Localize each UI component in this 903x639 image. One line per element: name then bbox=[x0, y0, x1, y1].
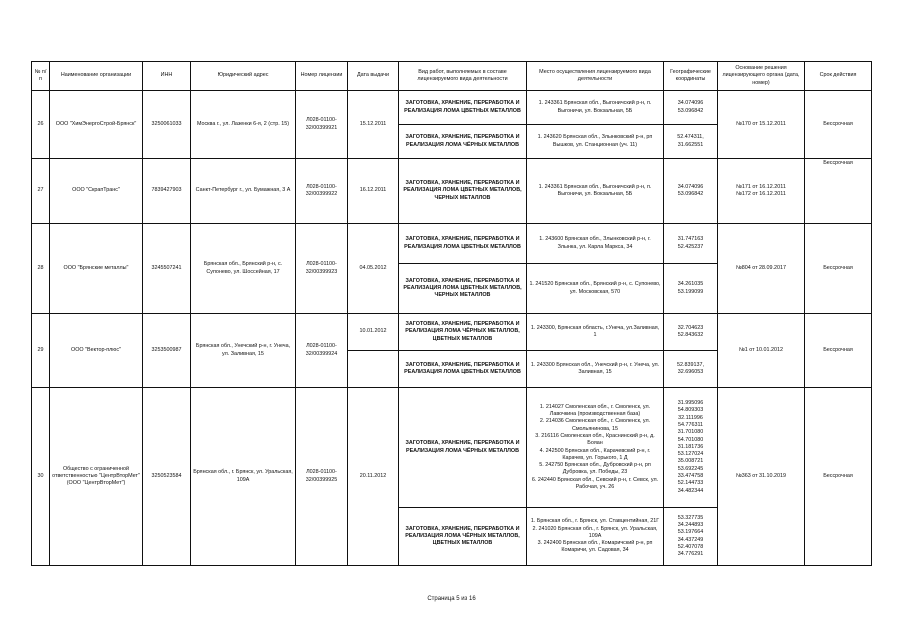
header-org: Наименование организации bbox=[50, 62, 143, 91]
coordinates: 31.747163 52.425237 bbox=[664, 224, 718, 264]
header-license: Номер лицензии bbox=[296, 62, 348, 91]
work-type: ЗАГОТОВКА, ХРАНЕНИЕ, ПЕРЕРАБОТКА И РЕАЛИЗАЦИЯ ЛОМА ЦВЕТНЫХ МЕТАЛЛОВ bbox=[399, 351, 527, 388]
coordinates: 52.839137, 32.696053 bbox=[664, 351, 718, 388]
legal-address: Брянская обл., Брянский р-н, с. Супонево, ул. Шоссейная, 17 bbox=[191, 224, 296, 314]
header-address: Юридический адрес bbox=[191, 62, 296, 91]
inn: 3245507241 bbox=[143, 224, 191, 314]
work-type: ЗАГОТОВКА, ХРАНЕНИЕ, ПЕРЕРАБОТКА И РЕАЛИЗАЦИЯ ЛОМА ЧЁРНЫХ МЕТАЛЛОВ, ЦВЕТНЫХ МЕТАЛЛОВ bbox=[399, 508, 527, 566]
license-number: Л028-01100-32/00399922 bbox=[296, 159, 348, 224]
table-row bbox=[32, 388, 872, 508]
header-num: № п/п bbox=[32, 62, 50, 91]
page-number: Страница 5 из 16 bbox=[427, 596, 476, 602]
legal-address: Брянская обл., г. Брянск, ул. Уральская, 109А bbox=[191, 388, 296, 566]
coordinates: 53.327735 34.244893 53.197664 34.437249 52.407078 34.776291 bbox=[664, 508, 718, 566]
table-row bbox=[32, 224, 872, 264]
activity-place: 1. 243361 Брянская обл., Выгоничский р-н, п. Выгоничи, ул. Вокзальная, 5Б bbox=[527, 159, 664, 224]
decision-basis: №363 от 31.10.2019 bbox=[718, 388, 805, 566]
coordinates: 31.995096 54.809303 32.111996 54.776311 31.701080 54.701080 31.181736 53.127024 35.008721 53.692245 33.474758 52.144733 34.482344 bbox=[664, 388, 718, 508]
work-type: ЗАГОТОВКА, ХРАНЕНИЕ, ПЕРЕРАБОТКА И РЕАЛИЗАЦИЯ ЛОМА ЧЁРНЫХ МЕТАЛЛОВ bbox=[399, 388, 527, 508]
table-row bbox=[32, 91, 872, 125]
activity-place: 1. 243300 Брянская обл., Унечский р-н, г. Унеча, ул. Заливная, 15 bbox=[527, 351, 664, 388]
work-type: ЗАГОТОВКА, ХРАНЕНИЕ, ПЕРЕРАБОТКА И РЕАЛИЗАЦИЯ ЛОМА ЦВЕТНЫХ МЕТАЛЛОВ bbox=[399, 91, 527, 125]
issue-date: 10.01.2012 bbox=[348, 314, 399, 351]
table-row bbox=[32, 314, 872, 351]
activity-place: 1. 243620 Брянская обл., Злынковский р-н, рп Вышков, ул. Станционная (уч. 11) bbox=[527, 125, 664, 159]
header-place: Место осуществления лицензируемого вида деятельности bbox=[527, 62, 664, 91]
issue-date: 20.11.2012 bbox=[348, 388, 399, 566]
row-num: 28 bbox=[32, 224, 50, 314]
decision-basis: №170 от 15.12.2011 bbox=[718, 91, 805, 159]
row-num: 29 bbox=[32, 314, 50, 388]
work-type: ЗАГОТОВКА, ХРАНЕНИЕ, ПЕРЕРАБОТКА И РЕАЛИЗАЦИЯ ЛОМА ЦВЕТНЫХ МЕТАЛЛОВ, ЧЕРНЫХ МЕТАЛЛОВ bbox=[399, 159, 527, 224]
issue-date: 04.05.2012 bbox=[348, 224, 399, 314]
issue-date-empty bbox=[348, 351, 399, 388]
validity-term: Бессрочная bbox=[805, 91, 872, 159]
coordinates: 34.261035 53.199099 bbox=[664, 264, 718, 314]
header-inn: ИНН bbox=[143, 62, 191, 91]
validity-term: Бессрочная bbox=[805, 388, 872, 566]
issue-date: 16.12.2011 bbox=[348, 159, 399, 224]
work-type: ЗАГОТОВКА, ХРАНЕНИЕ, ПЕРЕРАБОТКА И РЕАЛИЗАЦИЯ ЛОМА ЦВЕТНЫХ МЕТАЛЛОВ, ЧЕРНЫХ МЕТАЛЛОВ bbox=[399, 264, 527, 314]
activity-place: 1. 214027 Смоленская обл., г. Смоленск, ул. Лавочкина (производственная база) 2. 214036 Смоленская обл., г. Смоленск, ул. Смольянинова, 15 3. 216116 Смоленская обл., Краснинский р-н, д. Бояан 4. 242500 Брянская обл., Карачевский р-н, г. Карачев, ул. Горького, 1 Д 5. 242750 Брянская обл., Дубровский р-н, рп Дубровка, ул. Победы, 23 6. 242440 Брянская обл., Севский р-н, г. Севск, ул. Рабочая, уч. 26 bbox=[527, 388, 664, 508]
org-name: ООО "ХимЭнергоСтрой-Брянск" bbox=[50, 91, 143, 159]
header-row bbox=[32, 62, 872, 91]
org-name: ООО "СкрапТранс" bbox=[50, 159, 143, 224]
coordinates: 34.074096 53.096842 bbox=[664, 91, 718, 125]
inn: 3250061033 bbox=[143, 91, 191, 159]
license-register-table bbox=[31, 61, 872, 566]
legal-address: Санкт-Петербург г., ул. Бумажная, 3 А bbox=[191, 159, 296, 224]
inn: 3250523584 bbox=[143, 388, 191, 566]
activity-place: 1. 243300, Брянская область, г.Унеча, ул.Заливная, 1 bbox=[527, 314, 664, 351]
legal-address: Брянская обл., Унечский р-н, г. Унеча, ул. Заливная, 15 bbox=[191, 314, 296, 388]
header-date: Дата выдачи bbox=[348, 62, 399, 91]
table-row bbox=[32, 159, 872, 224]
org-name: ООО "Брянские металлы" bbox=[50, 224, 143, 314]
validity-term: Бессрочная bbox=[805, 314, 872, 388]
coordinates: 52.474311, 31.662551 bbox=[664, 125, 718, 159]
decision-basis: №804 от 28.09.2017 bbox=[718, 224, 805, 314]
license-register-sheet bbox=[31, 61, 871, 566]
header-works: Вид работ, выполняемых в составе лицензируемого вида деятельности bbox=[399, 62, 527, 91]
inn: 3253500987 bbox=[143, 314, 191, 388]
inn: 7839427903 bbox=[143, 159, 191, 224]
decision-basis: №171 от 16.12.2011 №172 от 16.12.2011 bbox=[718, 159, 805, 224]
validity-term: Бессрочная bbox=[805, 224, 872, 314]
license-number: Л028-01100-32/00399925 bbox=[296, 388, 348, 566]
header-coords: Географические координаты bbox=[664, 62, 718, 91]
header-basis: Основание решения лицензирующего органа (дата, номер) bbox=[718, 62, 805, 91]
org-name: Общество с ограниченной ответственностью "ЦентрВторМет" (ООО "ЦентрВторМет") bbox=[50, 388, 143, 566]
coordinates: 32.704623 52.843632 bbox=[664, 314, 718, 351]
legal-address: Москва г., ул. Лазенки 6-я, 2 (стр. 15) bbox=[191, 91, 296, 159]
row-num: 27 bbox=[32, 159, 50, 224]
work-type: ЗАГОТОВКА, ХРАНЕНИЕ, ПЕРЕРАБОТКА И РЕАЛИЗАЦИЯ ЛОМА ЧЁРНЫХ МЕТАЛЛОВ, ЦВЕТНЫХ МЕТАЛЛОВ bbox=[399, 314, 527, 351]
license-number: Л028-01100-32/00399923 bbox=[296, 224, 348, 314]
activity-place: 1. 241520 Брянская обл., Брянский р-н, с. Супонево, ул. Московская, 570 bbox=[527, 264, 664, 314]
activity-place: 1. 243361 Брянская обл., Выгоничский р-н, п. Выгоничи, ул. Вокзальная, 5Б bbox=[527, 91, 664, 125]
work-type: ЗАГОТОВКА, ХРАНЕНИЕ, ПЕРЕРАБОТКА И РЕАЛИЗАЦИЯ ЛОМА ЦВЕТНЫХ МЕТАЛЛОВ bbox=[399, 224, 527, 264]
work-type: ЗАГОТОВКА, ХРАНЕНИЕ, ПЕРЕРАБОТКА И РЕАЛИЗАЦИЯ ЛОМА ЧЁРНЫХ МЕТАЛЛОВ bbox=[399, 125, 527, 159]
validity-term: Бессрочная bbox=[805, 159, 872, 224]
activity-place: 1. 243600 Брянская обл., Злынковский р-н, г. Злынка, ул. Карла Маркса, 34 bbox=[527, 224, 664, 264]
row-num: 26 bbox=[32, 91, 50, 159]
issue-date: 15.12.2011 bbox=[348, 91, 399, 159]
activity-place: 1. Брянская обл., г. Брянск, ул. Ставцентийная, 21Г 2. 241020 Брянская обл., г. Брянск, ул. Уральская, 109А 3. 242400 Брянская обл., Комаричский р-н, рп Комаричи, ул. Садовая, 34 bbox=[527, 508, 664, 566]
coordinates: 34.074096 53.096842 bbox=[664, 159, 718, 224]
org-name: ООО "Вектор-плюс" bbox=[50, 314, 143, 388]
row-num: 30 bbox=[32, 388, 50, 566]
decision-basis: №1 от 10.01.2012 bbox=[718, 314, 805, 388]
license-number: Л028-01100-32/00399921 bbox=[296, 91, 348, 159]
header-term: Срок действия bbox=[805, 62, 872, 91]
license-number: Л028-01100-32/00399924 bbox=[296, 314, 348, 388]
